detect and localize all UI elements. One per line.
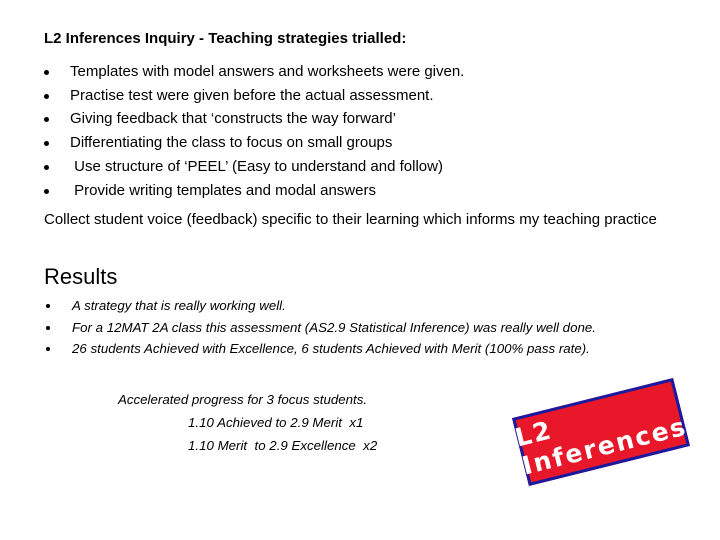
strategy-text: Templates with model answers and worksheets were given.	[70, 63, 465, 80]
bullet-icon	[44, 94, 49, 99]
results-heading: Results	[44, 264, 118, 289]
list-item	[44, 338, 596, 360]
bullet-icon	[46, 304, 50, 308]
list-item	[44, 179, 464, 203]
progress-heading: Accelerated progress for 3 focus students.	[118, 392, 368, 407]
progress-block	[118, 388, 377, 457]
strategies-list	[44, 60, 464, 202]
bullet-icon	[44, 165, 49, 170]
progress-line: 1.10 Merit to 2.9 Excellence x2	[188, 438, 378, 453]
progress-line: 1.10 Achieved to 2.9 Merit x1	[188, 415, 364, 430]
results-list	[44, 295, 596, 360]
bullet-icon	[46, 326, 50, 330]
list-item	[44, 317, 596, 339]
inferences-stamp	[512, 378, 690, 486]
strategy-text: Differentiating the class to focus on small groups	[70, 134, 393, 152]
list-item	[44, 60, 464, 84]
strategy-text: Use structure of ‘PEEL’ (Easy to understand and follow)	[70, 157, 443, 175]
result-text: For a 12MAT 2A class this assessment (AS2.9 Statistical Inference) was really well done.	[72, 319, 596, 335]
bullet-icon	[44, 70, 49, 75]
result-text: 26 students Achieved with Excellence, 6 students Achieved with Merit (100% pass rate).	[72, 341, 590, 356]
bullet-icon	[44, 189, 49, 194]
stamp-text: L2 Inferences	[512, 411, 690, 481]
bullet-icon	[44, 141, 49, 146]
list-item	[44, 155, 464, 179]
list-item	[44, 107, 464, 131]
stamp-box	[512, 378, 690, 486]
result-text: A strategy that is really working well.	[72, 298, 286, 313]
bullet-icon	[46, 347, 50, 351]
strategy-text: Practise test were given before the actual assessment.	[70, 86, 434, 104]
bullet-icon	[44, 117, 49, 122]
strategy-text: Provide writing templates and modal answers	[70, 181, 376, 199]
list-item	[44, 295, 596, 317]
page-title: L2 Inferences Inquiry - Teaching strategies trialled:	[44, 30, 407, 47]
student-voice-text: Collect student voice (feedback) specific to their learning which informs my teaching practice	[44, 211, 657, 228]
list-item	[44, 131, 464, 155]
strategy-text: Giving feedback that ‘constructs the way forward’	[70, 110, 396, 128]
list-item	[44, 84, 464, 108]
